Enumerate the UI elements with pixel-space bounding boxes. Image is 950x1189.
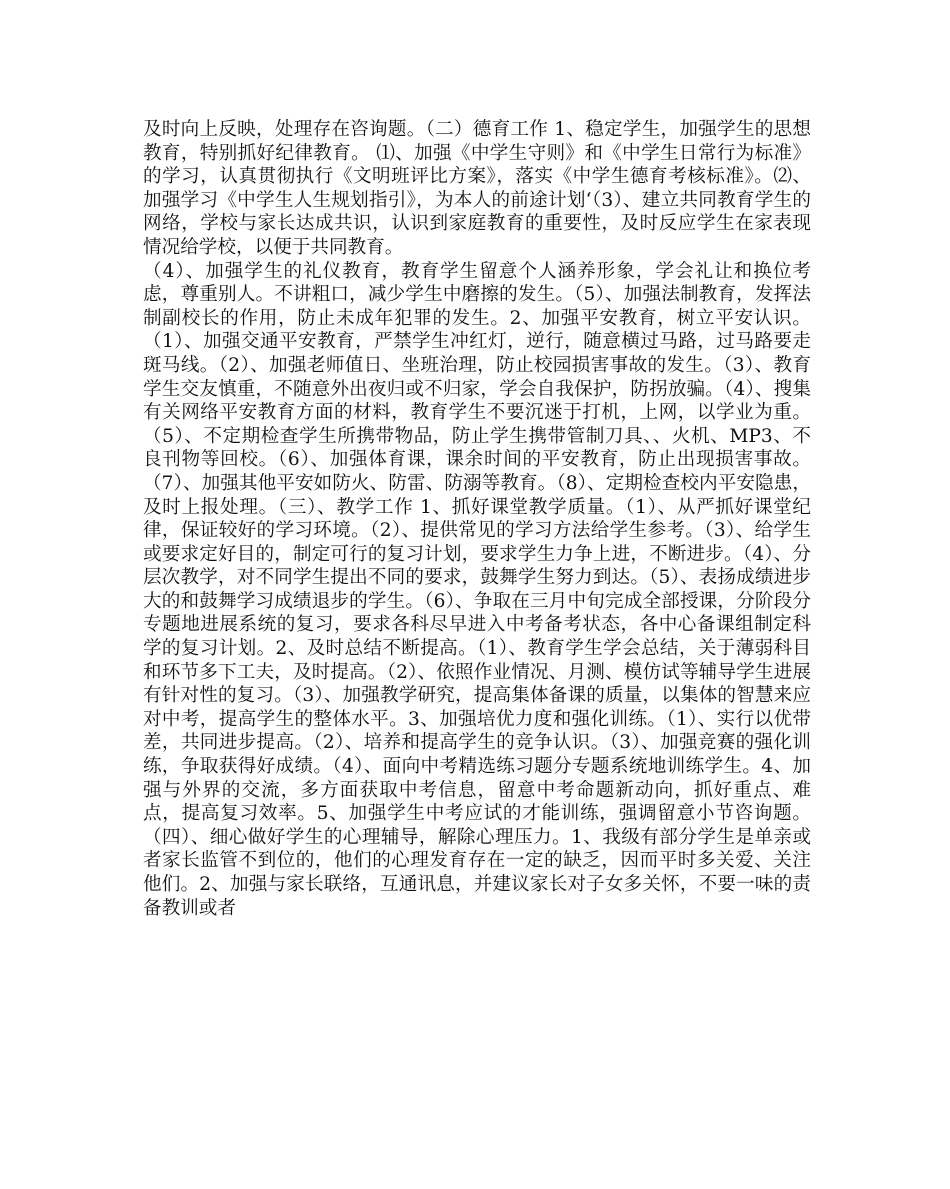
paragraph-1: 及时向上反映，处理存在咨询题。（二）德育工作 1、稳定学生，加强学生的思想教育，特别抓好纪律教育。 ⑴、加强《中学生守则》和《中学生日常行为标准》的学习，认真贯彻执行《文明班评比方案》，落实《中学生德育考核标准》。⑵、加强学习《中学生人生规划指引》，为本人的前途计划‘（3）、建立共同教育学生的网络，学校与家长达成共识，认识到家庭教育的重要性，及时反应学生在家表现情况给学校，以便于共同教育。 — [143, 119, 811, 258]
paragraph-2: （4）、加强学生的礼仪教育，教育学生留意个人涵养形象，学会礼让和换位考虑，尊重别人。不讲粗口，减少学生中磨擦的发生。（5）、加强法制教育，发挥法制副校长的作用，防止未成年犯罪的发生。2、加强平安教育，树立平安认识。（1）、加强交通平安教育，严禁学生冲红灯，逆行，随意横过马路，过马路要走斑马线。（2）、加强老师值日、坐班治理，防止校园损害事故的发生。（3）、教育学生交友慎重，不随意外出夜归或不归家，学会自我保护，防拐放骗。（4）、搜集有关网络平安教育方面的材料，教育学生不要沉迷于打机，上网，以学业为重。（5）、不定期检查学生所携带物品，防止学生携带管制刀具、、火机、MP3、不良刊物等回校。（6）、加强体育课，课余时间的平安教育，防止出现损害事故。（7）、加强其他平安如防火、防雷、防溺等教育。（8）、定期检查校内平安隐患，及时上报处理。（三）、教学工作 1、抓好课堂教学质量。（1）、从严抓好课堂纪律，保证较好的学习环境。（2）、提供常见的学习方法给学生参考。（3）、给学生或要求定好目的，制定可行的复习计划，要求学生力争上进，不断进步。（4）、分层次教学，对不同学生提出不同的要求，鼓舞学生努力到达。（5）、表扬成绩进步大的和鼓舞学习成绩退步的学生。（6）、争取在三月中旬完成全部授课，分阶段分专题地进展系统的复习，要求各科尽早进入中考备考状态，各中心备课组制定科学的复习计划。2、及时总结不断提高。（1）、教育学生学会总结，关于薄弱科目和环节多下工夫，及时提高。（2）、依照作业情况、月测、模仿试等辅导学生进展有针对性的复习。（3）、加强教学研究，提高集体备课的质量，以集体的智慧来应对中考，提高学生的整体水平。3、加强培优力度和强化训练。（1）、实行以优带差，共同进步提高。（2）、培养和提高学生的竞争认识。（3）、加强竞赛的强化训练，争取获得好成绩。（4）、面向中考精选练习题分专题系统地训练学生。4、加强与外界的交流，多方面获取中考信息，留意中考命题新动向，抓好重点、难点，提高复习效率。5、加强学生中考应试的才能训练，强调留意小节咨询题。（四）、细心做好学生的心理辅导，解除心理压力。1、我级有部分学生是单亲或者家长监管不到位的，他们的心理发育存在一定的缺乏，因而平时多关爱、关注他们。2、加强与家长联络，互通讯息，并建议家长对子女多关怀，不要一味的责备教训或者 — [143, 260, 811, 919]
document-body — [143, 118, 811, 920]
